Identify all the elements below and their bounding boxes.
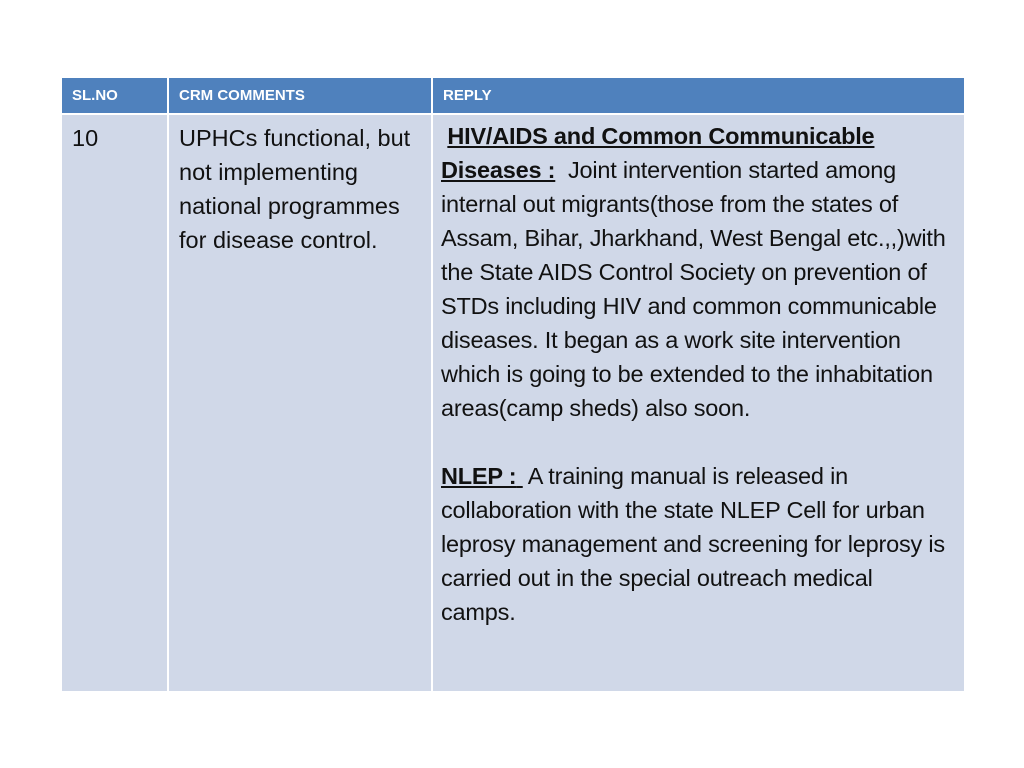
- table-header-row: [61, 77, 965, 114]
- cell-crm-comment: UPHCs functional, but not implementing national programmes for disease control.: [168, 114, 432, 692]
- paragraph-gap: [441, 425, 950, 459]
- nlep-body: A training manual is released in collaboration with the state NLEP Cell for urban leprosy management and screening for leprosy is carried out in the special outreach medical camps.: [441, 463, 945, 625]
- hiv-heading-line2: Diseases :: [441, 157, 556, 183]
- nlep-heading: NLEP :: [441, 463, 517, 489]
- reply-nlep-paragraph: [441, 459, 950, 629]
- cell-sl-no: 10: [61, 114, 168, 692]
- reply-hiv-paragraph: [441, 119, 950, 425]
- cell-reply: [432, 114, 965, 692]
- hiv-body: Joint intervention started among internal out migrants(those from the states of Assam, Bihar, Jharkhand, West Bengal etc.,,)with the State AIDS Control Society on prevention of STDs including HIV and common communicable diseases. It began as a work site intervention which is going to be extended to the inhabitation areas(camp sheds) also soon.: [441, 157, 946, 421]
- hiv-heading-line1: HIV/AIDS and Common Communicable: [447, 123, 875, 149]
- header-sl-no: SL.NO: [61, 77, 168, 114]
- crm-reply-table: [60, 76, 966, 693]
- header-crm-comments: CRM COMMENTS: [168, 77, 432, 114]
- table-row: [61, 114, 965, 692]
- header-reply: REPLY: [432, 77, 965, 114]
